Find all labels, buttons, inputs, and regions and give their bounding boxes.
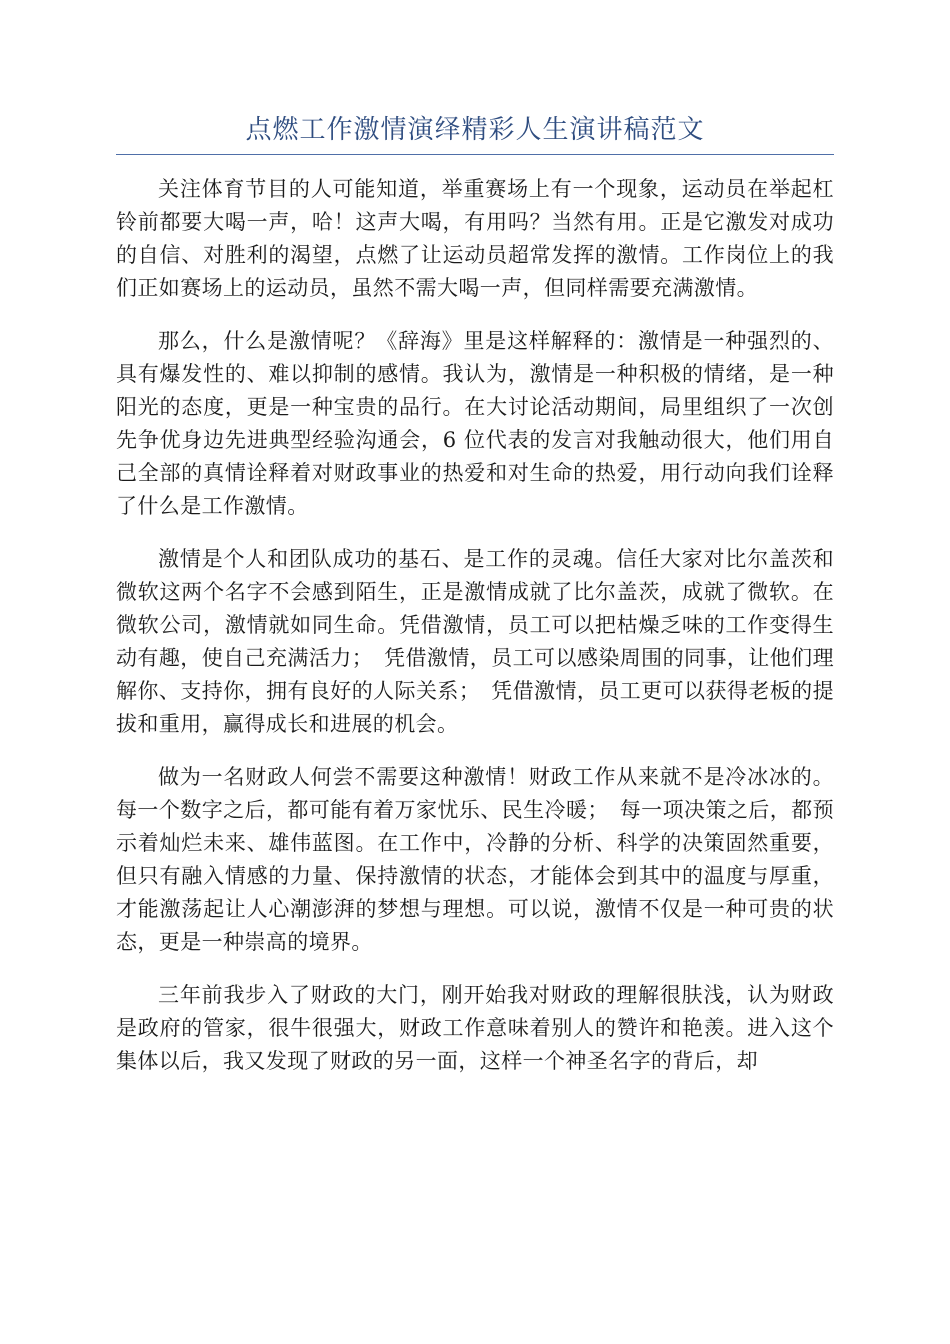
paragraph: 激情是个人和团队成功的基石、是工作的灵魂。信任大家对比尔盖茨和微软这两个名字不会感到陌生，正是激情成就了比尔盖茨，成就了微软。在微软公司，激情就如同生命。凭借激情，员工可以把枯燥乏味的工作变得生动有趣，使自己充满活力； 凭借激情，员工可以感染周围的同事，让他们理解你、支持你，拥有良好的人际关系； 凭借激情，员工更可以获得老板的提拔和重用，赢得成长和进展的机会。 xyxy=(116,547,834,736)
paragraph: 三年前我步入了财政的大门，刚开始我对财政的理解很肤浅，认为财政是政府的管家，很牛很强大，财政工作意味着别人的赞许和艳羡。进入这个集体以后，我又发现了财政的另一面，这样一个神圣名字的背后，却 xyxy=(116,983,834,1073)
document-body xyxy=(116,173,834,1098)
paragraph: 做为一名财政人何尝不需要这种激情！财政工作从来就不是冷冰冰的。每一个数字之后，都可能有着万家忧乐、民生冷暖； 每一项决策之后，都预示着灿烂未来、雄伟蓝图。在工作中，冷静的分析、科学的决策固然重要，但只有融入情感的力量、保持激情的状态，才能体会到其中的温度与厚重，才能激荡起让人心潮澎湃的梦想与理想。可以说，激情不仅是一种可贵的状态，更是一种崇高的境界。 xyxy=(116,765,834,954)
title-underline xyxy=(116,154,834,155)
paragraph: 关注体育节目的人可能知道，举重赛场上有一个现象，运动员在举起杠铃前都要大喝一声，哈！这声大喝，有用吗？当然有用。正是它激发对成功的自信、对胜利的渴望，点燃了让运动员超常发挥的激情。工作岗位上的我们正如赛场上的运动员，虽然不需大喝一声，但同样需要充满激情。 xyxy=(116,177,834,300)
document-title: 点燃工作激情演绎精彩人生演讲稿范文 xyxy=(245,115,705,145)
paragraph: 那么，什么是激情呢？《辞海》里是这样解释的：激情是一种强烈的、具有爆发性的、难以抑制的感情。我认为，激情是一种积极的情绪，是一种阳光的态度，更是一种宝贵的品行。在大讨论活动期间，局里组织了一次创先争优身边先进典型经验沟通会，6 位代表的发言对我触动很大，他们用自己全部的真情诠释着对财政事业的热爱和对生命的热爱，用行动向我们诠释了什么是工作激情。 xyxy=(116,329,834,518)
